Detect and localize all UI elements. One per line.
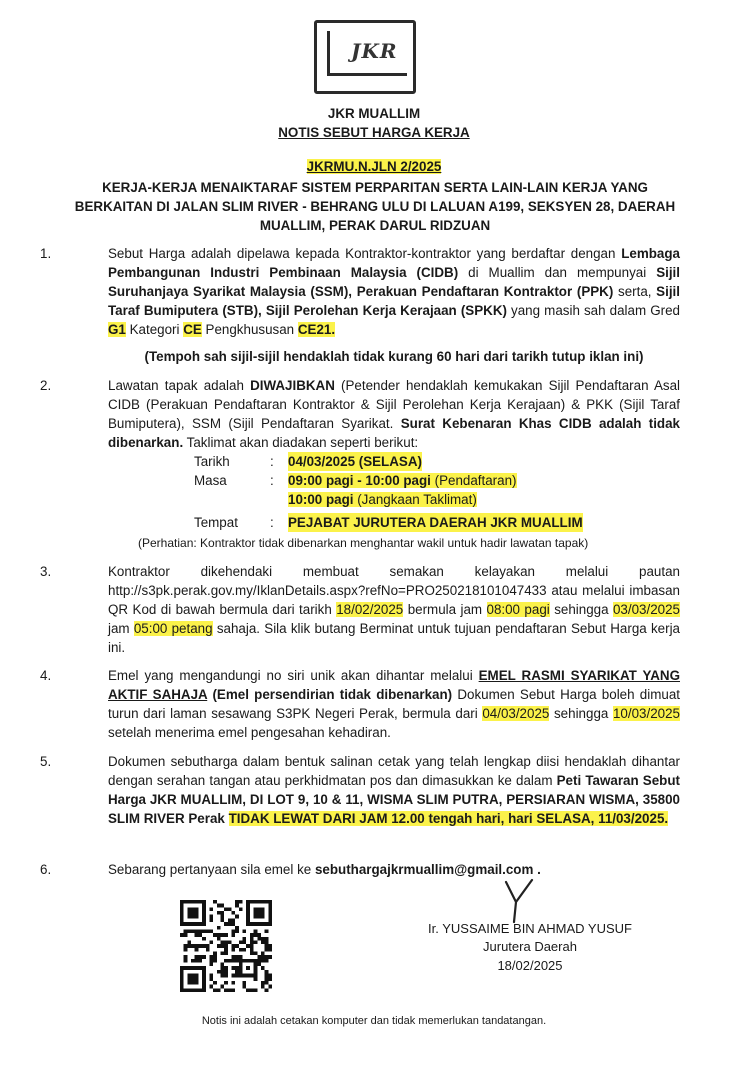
text-bold: Sijil Suruhanjaya Syarikat Malaysia (SSM), Perakuan Pendaftaran Kontraktor (PPK) [108, 265, 681, 300]
text: sahaja. Sila klik butang Berminat untuk tujuan pendaftaran Sebut Harga kerja ini. [108, 621, 680, 656]
qr-module [235, 900, 239, 904]
qr-module [232, 981, 236, 985]
qr-module [220, 904, 224, 908]
clause-number: 2. [40, 378, 52, 393]
qr-module [235, 974, 239, 978]
reference-number: JKRMU.N.JLN 2/2025 [306, 159, 442, 174]
colon: : [270, 473, 274, 489]
qr-module [209, 963, 213, 967]
clause-2 [40, 376, 680, 552]
qr-module [261, 985, 265, 989]
briefing-time-row-2 [108, 490, 680, 509]
qr-module [232, 959, 236, 963]
qr-module [254, 940, 258, 944]
qr-module [257, 963, 261, 967]
project-title-line-2: BERKAITAN DI JALAN SLIM RIVER - BEHRANG ULU DI LALUAN A199, SEKSYEN 28, DAERAH [74, 199, 676, 215]
qr-code[interactable] [180, 900, 272, 992]
clause-number: 4. [40, 668, 52, 683]
qr-module [243, 929, 247, 933]
text: di Muallim dan mempunyai [458, 265, 657, 281]
qr-module [268, 977, 272, 981]
qr-module [239, 940, 243, 944]
qr-module [206, 948, 210, 952]
qr-module [209, 955, 213, 959]
qr-module [202, 944, 206, 948]
text: sehingga [549, 602, 613, 618]
qr-module [268, 985, 272, 989]
category-highlight: CE [183, 322, 202, 338]
start-date-highlight: 18/02/2025 [336, 602, 404, 618]
qr-module [265, 937, 269, 941]
qr-module [217, 937, 221, 941]
qr-module [209, 915, 213, 919]
qr-module [209, 974, 213, 978]
qr-module [239, 955, 243, 959]
qr-module [220, 985, 224, 989]
text: serta, [613, 284, 657, 300]
qr-module [250, 988, 254, 992]
qr-module [261, 959, 265, 963]
clause-3 [40, 562, 680, 657]
qr-module [213, 988, 217, 992]
qr-module [224, 940, 228, 944]
qr-module [195, 959, 199, 963]
qr-module [232, 966, 236, 970]
signatory-name: Ir. YUSSAIME BIN AHMAD YUSUF [428, 921, 632, 936]
briefing-date-row [108, 452, 680, 471]
qr-module [246, 966, 250, 970]
qr-module [209, 929, 213, 933]
qr-module [257, 959, 261, 963]
qr-module [235, 970, 239, 974]
qr-module [265, 944, 269, 948]
signatory-role: Jurutera Daerah [483, 939, 577, 955]
qr-module [217, 911, 221, 915]
project-title [70, 178, 680, 235]
start-time-highlight: 08:00 pagi [486, 602, 550, 618]
qr-module [265, 977, 269, 981]
qr-module [243, 937, 247, 941]
qr-module [217, 944, 221, 948]
qr-module [224, 952, 228, 956]
clause-number: 6. [40, 862, 52, 877]
qr-module [239, 948, 243, 952]
qr-module [232, 918, 236, 922]
clause-4 [40, 666, 680, 742]
registration-label: (Pendaftaran) [430, 473, 517, 489]
clause-6 [40, 860, 680, 879]
qr-module [239, 900, 243, 904]
text: Lawatan tapak adalah [108, 378, 251, 393]
qr-module [254, 977, 258, 981]
qr-module [202, 955, 206, 959]
qr-module [224, 970, 228, 974]
qr-module [195, 955, 199, 959]
clause-body [108, 562, 680, 657]
qr-module [257, 933, 261, 937]
qr-module [220, 911, 224, 915]
qr-module [209, 959, 213, 963]
qr-module [228, 988, 232, 992]
logo-mark [327, 31, 348, 75]
signature-block [400, 920, 660, 975]
time-label: Masa [194, 473, 227, 489]
clause-number: 3. [40, 564, 52, 579]
qr-module [232, 911, 236, 915]
qr-module [254, 952, 258, 956]
qr-module [265, 940, 269, 944]
qr-module [184, 955, 188, 959]
qr-module [209, 977, 213, 981]
qr-module [261, 937, 265, 941]
clause-number: 5. [40, 754, 52, 769]
qr-module [232, 944, 236, 948]
qr-module [228, 940, 232, 944]
text: jam [108, 621, 134, 637]
qr-module [250, 952, 254, 956]
clause-body [108, 666, 680, 742]
clause-body [108, 752, 680, 828]
qr-module [202, 929, 206, 933]
end-time-highlight: 05:00 petang [133, 621, 213, 637]
qr-module [257, 955, 261, 959]
qr-module [261, 981, 265, 985]
qr-module [209, 907, 213, 911]
project-title-line-3: MUALLIM, PERAK DARUL RIDZUAN [259, 218, 491, 234]
qr-module [220, 918, 224, 922]
qr-module [209, 985, 213, 989]
notice-title: NOTIS SEBUT HARGA KERJA [278, 125, 470, 140]
text-with-link: Kontraktor dikehendaki membuat semakan kelayakan melalui pautan http://s3pk.perak.gov.my/IklanDetails.aspx?refNo=PRO250218101047433 atau melalui imbasan QR Kod di bawah bermula dari tarikh [108, 564, 680, 618]
text-bold: Peti Tawaran Sebut Harga JKR MUALLIM, DI LOT 9, 10 & 11, WISMA SLIM PUTRA, PERSIARAN WISMA, 35800 SLIM RIVER Perak [108, 773, 680, 827]
qr-module [235, 959, 239, 963]
qr-module [268, 944, 272, 948]
qr-module [224, 966, 228, 970]
qr-module [220, 933, 224, 937]
text-bold: Surat Kebenaran Khas CIDB adalah tidak dibenarkan. [108, 416, 680, 451]
qr-module [217, 970, 221, 974]
validity-note: (Tempoh sah sijil-sijil hendaklah tidak kurang 60 hari dari tarikh tutup iklan ini) [144, 349, 644, 365]
qr-module [206, 944, 210, 948]
qr-module [195, 948, 199, 952]
qr-module [202, 937, 206, 941]
colon: : [270, 515, 274, 531]
qr-module [246, 988, 250, 992]
text: setelah menerima emel pengesahan kehadiran. [108, 725, 391, 741]
qr-module [232, 988, 236, 992]
briefing-time-row [108, 471, 680, 490]
text: . [533, 862, 541, 877]
qr-module [220, 940, 224, 944]
qr-module [198, 955, 202, 959]
qr-module [261, 966, 265, 970]
qr-module [217, 926, 221, 930]
logo-bar [327, 73, 407, 76]
text: sehingga [549, 706, 613, 722]
clause-body [108, 860, 680, 879]
qr-module [265, 955, 269, 959]
grade-highlight: G1 [108, 322, 126, 338]
place-value: PEJABAT JURUTERA DAERAH JKR MUALLIM [288, 513, 583, 532]
text: Kategori [125, 322, 184, 338]
qr-module [213, 900, 217, 904]
qr-module [232, 929, 236, 933]
qr-module [268, 974, 272, 978]
project-title-line-1: KERJA-KERJA MENAIKTARAF SISTEM PERPARITAN SERTA LAIN-LAIN KERJA YANG [102, 180, 648, 195]
qr-module [232, 974, 236, 978]
text: (Petender hendaklah kemukakan Sijil Pendaftaran Asal CIDB (Perakuan Pendaftaran Kontraktor & Sijil Perolehan Kerja Kerajaan) & PKK (Sijil Taraf Bumiputera), SSM (Sijil Pendaftaran Syarikat. [108, 378, 680, 432]
deadline-highlight: TIDAK LEWAT DARI JAM 12.00 tengah hari, hari SELASA, 11/03/2025. [228, 811, 669, 827]
qr-module [224, 948, 228, 952]
qr-module [187, 974, 198, 985]
qr-module [254, 988, 258, 992]
qr-module [195, 933, 199, 937]
qr-module [180, 933, 184, 937]
briefing-label: (Jangkaan Taklimat) [353, 492, 477, 508]
official-email-note: EMEL RASMI SYARIKAT YANG AKTIF SAHAJA [108, 668, 680, 703]
qr-module [220, 966, 224, 970]
qr-module [243, 981, 247, 985]
qr-module [217, 933, 221, 937]
qr-module [265, 988, 269, 992]
qr-module [228, 918, 232, 922]
date-value: 04/03/2025 (SELASA) [288, 452, 422, 471]
qr-module [213, 981, 217, 985]
qr-module [243, 940, 247, 944]
qr-module [187, 907, 198, 918]
text-bold: (Emel persendirian tidak dibenarkan) [207, 687, 453, 703]
qr-module [232, 955, 236, 959]
qr-module [209, 940, 213, 944]
briefing-place-row [108, 513, 680, 532]
contact-email[interactable]: sebuthargajkrmuallim@gmail.com [314, 862, 534, 877]
qr-module [220, 952, 224, 956]
qr-module [268, 955, 272, 959]
qr-module [209, 918, 213, 922]
qr-module [184, 959, 188, 963]
qr-module [265, 929, 269, 933]
text: Taklimat akan diadakan seperti berikut: [183, 435, 419, 451]
qr-module [198, 959, 202, 963]
qr-module [224, 933, 228, 937]
signature-scribble [500, 878, 540, 924]
qr-module [232, 933, 236, 937]
qr-module [184, 948, 188, 952]
qr-module [191, 944, 195, 948]
text-bold: DIWAJIBKAN [250, 378, 335, 393]
text: Emel yang mengandungi no siri unik akan dihantar melalui [108, 668, 479, 683]
end-date-highlight: 03/03/2025 [612, 602, 681, 618]
qr-module [191, 929, 195, 933]
qr-module [257, 937, 261, 941]
qr-module [250, 933, 254, 937]
jkr-logo [314, 20, 416, 94]
qr-module [261, 940, 265, 944]
qr-module [268, 948, 272, 952]
qr-module [217, 988, 221, 992]
qr-module [232, 922, 236, 926]
qr-module [213, 933, 217, 937]
qr-module [265, 981, 269, 985]
qr-module [224, 959, 228, 963]
text: Dokumen sebutharga dalam bentuk salinan cetak yang telah lengkap diisi hendaklah dihantar dengan serahan tangan atau perkhidmatan pos dan dimasukkan ke dalam [108, 754, 680, 789]
qr-module [198, 933, 202, 937]
qr-module [228, 922, 232, 926]
qr-module [198, 929, 202, 933]
qr-module [184, 944, 188, 948]
qr-module [187, 944, 191, 948]
qr-module [235, 904, 239, 908]
qr-module [198, 944, 202, 948]
qr-module [213, 955, 217, 959]
qr-module [220, 963, 224, 967]
text: yang masih sah dalam Gred [506, 303, 680, 319]
text-bold: Sijil Taraf Bumiputera (STB), Sijil Perolehan Kerja Kerajaan (SPKK) [108, 284, 680, 319]
qr-module [235, 915, 239, 919]
registration-time: 09:00 pagi - 10:00 pagi [288, 473, 431, 489]
qr-module [250, 944, 254, 948]
briefing-table [108, 452, 680, 552]
footer-note: Notis ini adalah cetakan komputer dan tidak memerlukan tandatangan. [201, 1015, 547, 1027]
qr-module [224, 922, 228, 926]
qr-module [261, 955, 265, 959]
qr-module [235, 966, 239, 970]
qr-module [187, 940, 191, 944]
qr-module [220, 944, 224, 948]
qr-module [254, 933, 258, 937]
qr-module [187, 929, 191, 933]
qr-module [250, 940, 254, 944]
signature-date: 18/02/2025 [497, 957, 563, 973]
date-label: Tarikh [194, 454, 230, 470]
qr-module [250, 948, 254, 952]
qr-module [228, 959, 232, 963]
qr-module [265, 959, 269, 963]
org-name: JKR MUALLIM [327, 106, 421, 121]
qr-module [246, 944, 250, 948]
qr-module [228, 907, 232, 911]
qr-module [220, 915, 224, 919]
specialisation-highlight: CE21. [297, 322, 336, 338]
qr-module [184, 929, 188, 933]
qr-module [265, 974, 269, 978]
qr-module [235, 926, 239, 930]
logo-text: JKR [351, 39, 398, 63]
qr-module [254, 929, 258, 933]
qr-module [235, 944, 239, 948]
qr-module [261, 952, 265, 956]
qr-module [232, 948, 236, 952]
qr-module [191, 959, 195, 963]
qr-module [243, 948, 247, 952]
qr-module [265, 948, 269, 952]
text: Pengkhususan [201, 322, 298, 338]
qr-module [220, 970, 224, 974]
qr-module [184, 933, 188, 937]
qr-module [224, 944, 228, 948]
qr-module [235, 955, 239, 959]
colon: : [270, 454, 274, 470]
clause-5 [40, 752, 680, 828]
text: Dokumen Sebut Harga boleh dimuat turun dari laman sesawang S3PK Negeri Perak, bermula dari [108, 687, 680, 722]
qr-module [224, 988, 228, 992]
qr-module [213, 952, 217, 956]
qr-module [224, 974, 228, 978]
download-start-highlight: 04/03/2025 [482, 706, 550, 722]
text: Sebut Harga adalah dipelawa kepada Kontraktor-kontraktor yang berdaftar dengan [108, 246, 622, 261]
qr-module [254, 907, 265, 918]
download-end-highlight: 10/03/2025 [612, 706, 680, 722]
clause-1 [40, 244, 680, 366]
text: Sebarang pertanyaan sila emel ke [108, 862, 315, 877]
qr-module [265, 970, 269, 974]
qr-module [195, 944, 199, 948]
attention-note: (Perhatian: Kontraktor tidak dibenarkan menghantar wakil untuk hadir lawatan tapak) [138, 536, 589, 551]
qr-module [206, 929, 210, 933]
place-label: Tempat [194, 515, 238, 531]
qr-module [217, 904, 221, 908]
qr-module [250, 937, 254, 941]
qr-module [224, 981, 228, 985]
clause-number: 1. [40, 246, 52, 261]
clause-body [108, 376, 680, 452]
briefing-time: 10:00 pagi [288, 492, 354, 508]
qr-module [243, 985, 247, 989]
clause-body [108, 244, 680, 339]
text: bermula jam [403, 602, 487, 618]
qr-module [235, 929, 239, 933]
qr-module [239, 907, 243, 911]
qr-module [220, 974, 224, 978]
qr-module [195, 929, 199, 933]
text-bold: Lembaga Pembangunan Industri Pembinaan Malaysia (CIDB) [108, 246, 680, 281]
qr-module [224, 907, 228, 911]
qr-module [213, 959, 217, 963]
